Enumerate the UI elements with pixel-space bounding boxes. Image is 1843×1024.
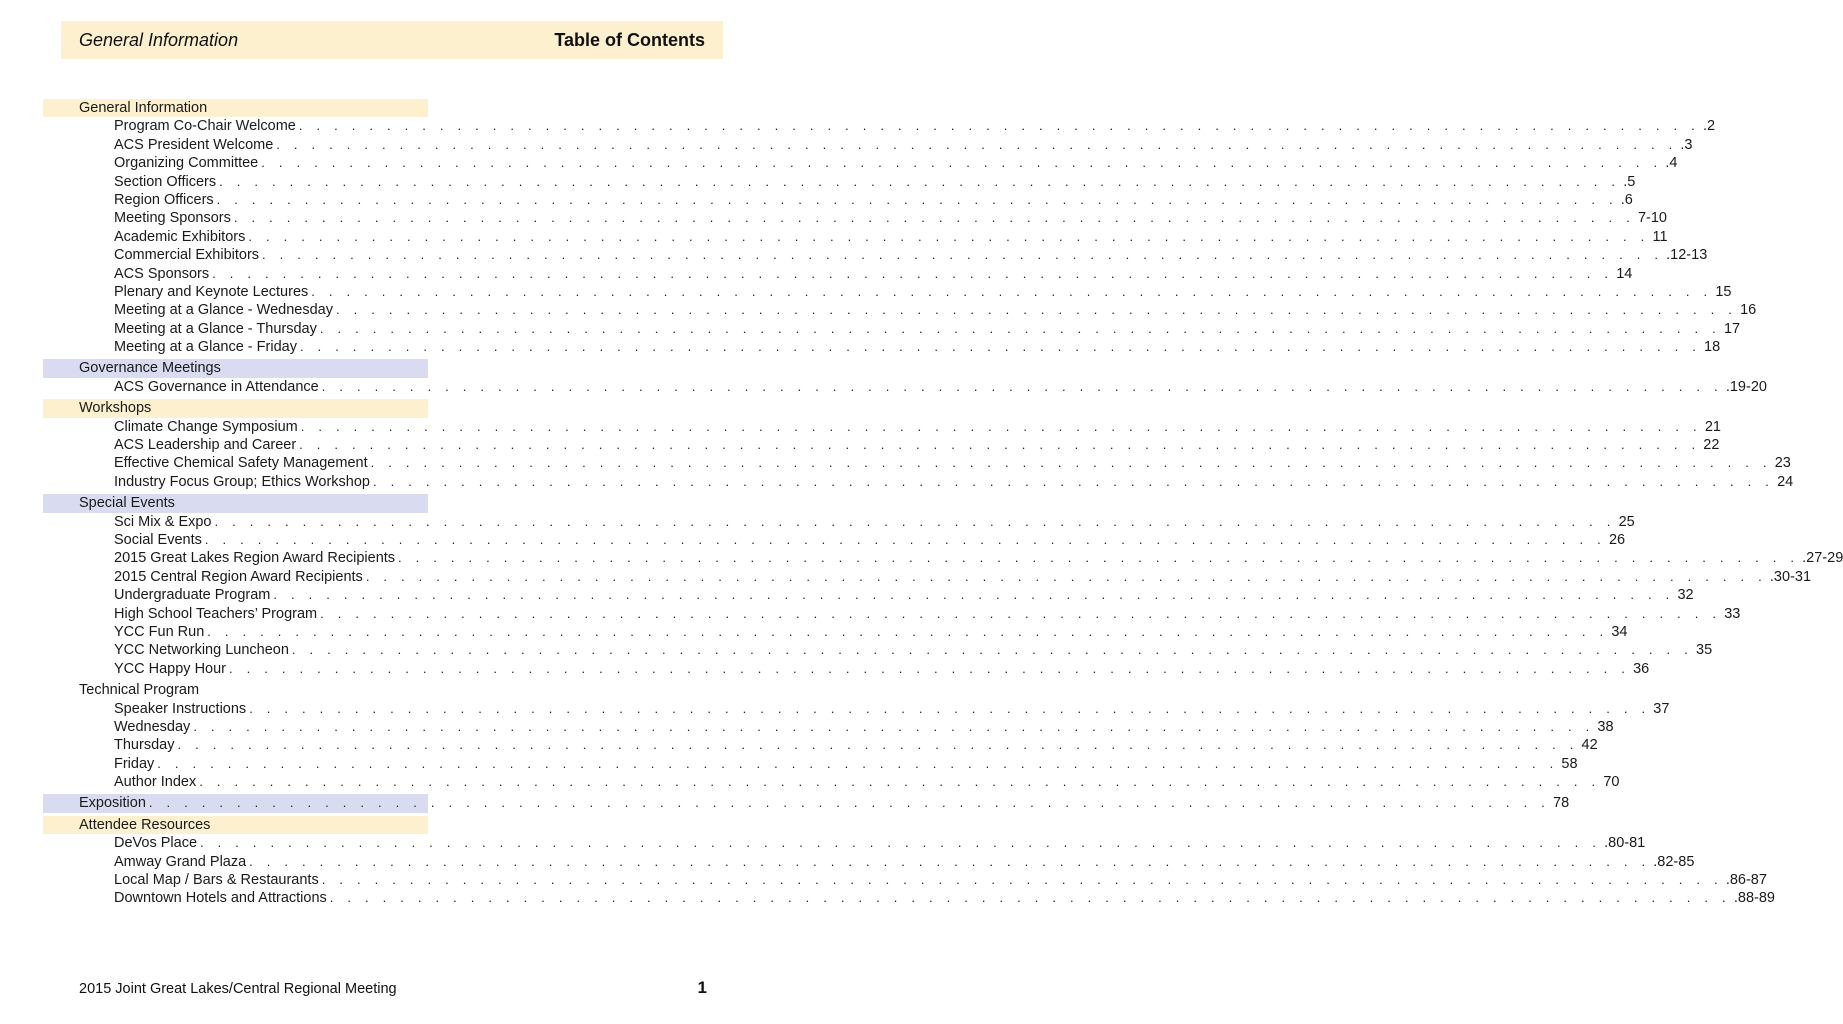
toc-row-content	[114, 623, 1628, 641]
toc-label: ACS Sponsors	[114, 265, 210, 282]
toc-page-number: .12-13	[1666, 247, 1708, 264]
dot-leader: . . . . . . . . . . . . . . . . . . . . . . . . . . . . . . . . . . . . . . . . . . . . . . . . . . . . . . . . . . . . . . . . . . . . . . . . . . . . . . . .	[299, 437, 1701, 453]
toc-row-content	[114, 549, 1843, 567]
toc-page-number: 21	[1704, 418, 1721, 435]
toc-label: Effective Chemical Safety Management	[114, 455, 368, 472]
toc-label: Section Officers	[114, 173, 217, 190]
header-section-title: General Information	[79, 29, 239, 50]
toc-row-content	[114, 136, 1693, 154]
toc-entry	[0, 700, 1670, 718]
toc-page-number: 58	[1561, 755, 1578, 772]
toc-row-content	[114, 736, 1598, 754]
toc-page-number: 26	[1608, 531, 1626, 548]
toc-label: Meeting at a Glance - Thursday	[114, 320, 317, 337]
dot-leader: . . . . . . . . . . . . . . . . . . . . . . . . . . . . . . . . . . . . . . . . . . . . . . . . . . . . . . . . . . . . . . . . . . . . . . . . . . . . . . . .	[148, 795, 1550, 811]
toc-label: 2015 Central Region Award Recipients	[114, 568, 363, 585]
toc-entry	[0, 418, 1721, 436]
dot-leader: . . . . . . . . . . . . . . . . . . . . . . . . . . . . . . . . . . . . . . . . . . . . . . . . . . . . . . . . . . . . . . . . . . . . . . . . . . . . . . . .	[319, 320, 1721, 336]
dot-leader: . . . . . . . . . . . . . . . . . . . . . . . . . . . . . . . . . . . . . . . . . . . . . . . . . . . . . . . . . . . . . . . . . . . . . . . . . . . . . . . .	[335, 302, 1738, 318]
toc-row-content	[114, 209, 1667, 227]
toc-row-content	[114, 755, 1578, 773]
toc-page-number: 7-10	[1637, 210, 1667, 227]
dot-leader: . . . . . . . . . . . . . . . . . . . . . . . . . . . . . . . . . . . . . . . . . . . . . . . . . . . . . . . . . . . . . . . . . . . . . . . . . . . . . . . .	[214, 513, 1616, 529]
toc-page-number: .30-31	[1769, 568, 1812, 585]
toc-section-heading	[0, 399, 768, 417]
toc-entry	[0, 889, 1775, 907]
dot-leader: . . . . . . . . . . . . . . . . . . . . . . . . . . . . . . . . . . . . . . . . . . . . . . . . . . . . . . . . . . . . . . . . . . . . . . . . . . . . . . . .	[321, 378, 1723, 394]
dot-leader: . . . . . . . . . . . . . . . . . . . . . . . . . . . . . . . . . . . . . . . . . . . . . . . . . . . . . . . . . . . . . . . . . . . . . . . . . . . . . . . .	[321, 872, 1723, 888]
toc-row-content	[114, 531, 1626, 549]
dot-leader: . . . . . . . . . . . . . . . . . . . . . . . . . . . . . . . . . . . . . . . . . . . . . . . . . . . . . . . . . . . . . . . . . . . . . . . . . . . . . . . .	[248, 228, 1650, 244]
toc-entry	[0, 871, 1767, 889]
toc-page-number: .3	[1680, 136, 1693, 153]
toc-row-content	[114, 871, 1767, 889]
dot-leader: . . . . . . . . . . . . . . . . . . . . . . . . . . . . . . . . . . . . . . . . . . . . . . . . . . . . . . . . . . . . . . . . . . . . . . . . . . . . . . . .	[373, 473, 1775, 489]
dot-leader: . . . . . . . . . . . . . . . . . . . . . . . . . . . . . . . . . . . . . . . . . . . . . . . . . . . . . . . . . . . . . . . . . . . . . . . . . . . . . . . .	[212, 265, 1614, 281]
toc-row-content	[114, 338, 1721, 356]
toc-label: Workshops	[79, 400, 152, 417]
dot-leader: . . . . . . . . . . . . . . . . . . . . . . . . . . . . . . . . . . . . . . . . . . . . . . . . . . . . . . . . . . . . . . . . . . . . . . . . . . . . . . . .	[299, 339, 1702, 355]
toc-entry	[0, 773, 1620, 791]
toc-section-heading	[0, 359, 768, 377]
toc-page-number: 25	[1618, 513, 1635, 530]
toc-page-number: 24	[1777, 473, 1794, 490]
dot-leader: . . . . . . . . . . . . . . . . . . . . . . . . . . . . . . . . . . . . . . . . . . . . . . . . . . . . . . . . . . . . . . . . . . . . . . . . . . . . . . . .	[320, 605, 1722, 621]
toc-section-heading	[0, 99, 768, 117]
toc-row-content	[79, 816, 707, 834]
toc-label: General Information	[79, 100, 208, 116]
toc-page-number: 42	[1581, 737, 1598, 754]
toc-page-number: 22	[1703, 437, 1720, 454]
toc-row-content	[114, 378, 1767, 396]
toc-page-number: 70	[1603, 774, 1620, 791]
dot-leader: . . . . . . . . . . . . . . . . . . . . . . . . . . . . . . . . . . . . . . . . . . . . . . . . . . . . . . . . . . . . . . . . . . . . . . . . . . . . . . . .	[261, 155, 1663, 171]
page-header	[61, 21, 723, 59]
toc-page-number: .82-85	[1653, 853, 1695, 870]
toc-entry	[0, 265, 1633, 283]
toc-row-content	[114, 117, 1716, 135]
table-of-contents	[0, 99, 1843, 908]
toc-row-content	[114, 641, 1713, 659]
toc-entry	[0, 117, 1716, 135]
toc-label: Attendee Resources	[79, 816, 211, 833]
toc-page-number: 15	[1715, 283, 1732, 300]
toc-row-content	[114, 418, 1721, 436]
dot-leader: . . . . . . . . . . . . . . . . . . . . . . . . . . . . . . . . . . . . . . . . . . . . . . . . . . . . . . . . . . . . . . . . . . . . . . . . . . . . . . . .	[200, 835, 1602, 851]
dot-leader: . . . . . . . . . . . . . . . . . . . . . . . . . . . . . . . . . . . . . . . . . . . . . . . . . . . . . . . . . . . . . . . . . . . . . . . . . . . . . . . .	[157, 755, 1559, 771]
toc-label: ACS Governance in Attendance	[114, 378, 319, 395]
toc-entry	[0, 283, 1732, 301]
toc-label: Wednesday	[114, 718, 191, 735]
toc-row-content	[79, 494, 707, 512]
toc-label: Plenary and Keynote Lectures	[114, 283, 309, 300]
toc-entry	[0, 209, 1667, 227]
toc-entry	[0, 246, 1708, 264]
dot-leader: . . . . . . . . . . . . . . . . . . . . . . . . . . . . . . . . . . . . . . . . . . . . . . . . . . . . . . . . . . . . . . . . . . . . . . . . . . . . . . . .	[193, 718, 1595, 734]
toc-page-number: .80-81	[1604, 835, 1646, 852]
toc-section-heading	[0, 494, 768, 512]
toc-label: 2015 Great Lakes Region Award Recipients	[114, 550, 396, 567]
toc-label: Commercial Exhibitors	[114, 247, 260, 264]
dot-leader: . . . . . . . . . . . . . . . . . . . . . . . . . . . . . . . . . . . . . . . . . . . . . . . . . . . . . . . . . . . . . . . . . . . . . . . . . . . . . . . .	[276, 136, 1678, 152]
dot-leader: . . . . . . . . . . . . . . . . . . . . . . . . . . . . . . . . . . . . . . . . . . . . . . . . . . . . . . . . . . . . . . . . . . . . . . . . . . . . . . . .	[207, 623, 1609, 639]
toc-row-content	[114, 436, 1720, 454]
toc-label: Author Index	[114, 774, 197, 791]
toc-page-number: .19-20	[1725, 378, 1767, 395]
toc-label: Meeting at a Glance - Wednesday	[114, 302, 333, 319]
toc-entry	[0, 853, 1695, 871]
toc-row-content	[114, 246, 1708, 264]
dot-leader: . . . . . . . . . . . . . . . . . . . . . . . . . . . . . . . . . . . . . . . . . . . . . . . . . . . . . . . . . . . . . . . . . . . . . . . . . . . . . . . .	[298, 118, 1700, 134]
toc-label: Downtown Hotels and Attractions	[114, 890, 327, 907]
toc-row-content	[114, 773, 1620, 791]
toc-entry	[0, 605, 1741, 623]
dot-leader: . . . . . . . . . . . . . . . . . . . . . . . . . . . . . . . . . . . . . . . . . . . . . . . . . . . . . . . . . . . . . . . . . . . . . . . . . . . . . . . .	[273, 587, 1675, 603]
dot-leader: . . . . . . . . . . . . . . . . . . . . . . . . . . . . . . . . . . . . . . . . . . . . . . . . . . . . . . . . . . . . . . . . . . . . . . . . . . . . . . . .	[262, 247, 1664, 263]
toc-entry	[0, 320, 1741, 338]
toc-label: Undergraduate Program	[114, 587, 271, 604]
toc-entry	[0, 834, 1646, 852]
header-page-title: Table of Contents	[554, 29, 705, 50]
toc-label: Industry Focus Group; Ethics Workshop	[114, 473, 371, 490]
toc-label: Region Officers	[114, 191, 214, 208]
toc-label: Meeting Sponsors	[114, 210, 231, 227]
toc-label: Meeting at a Glance - Friday	[114, 339, 297, 356]
toc-row-content	[79, 681, 707, 699]
toc-entry	[0, 736, 1598, 754]
toc-section-heading	[0, 794, 1570, 812]
dot-leader: . . . . . . . . . . . . . . . . . . . . . . . . . . . . . . . . . . . . . . . . . . . . . . . . . . . . . . . . . . . . . . . . . . . . . . . . . . . . . . . .	[219, 173, 1621, 189]
toc-label: Governance Meetings	[79, 360, 221, 377]
footer-meeting-title: 2015 Joint Great Lakes/Central Regional Meeting	[79, 981, 397, 997]
toc-label: Climate Change Symposium	[114, 418, 298, 435]
toc-row-content	[79, 794, 1570, 812]
toc-row-content	[114, 173, 1636, 191]
toc-row-content	[114, 265, 1633, 283]
toc-label: Academic Exhibitors	[114, 228, 246, 245]
toc-page-number: .2	[1702, 118, 1716, 135]
toc-row-content	[114, 889, 1775, 907]
toc-label: YCC Happy Hour	[114, 660, 227, 677]
dot-leader: . . . . . . . . . . . . . . . . . . . . . . . . . . . . . . . . . . . . . . . . . . . . . . . . . . . . . . . . . . . . . . . . . . . . . . . . . . . . . . . .	[370, 455, 1772, 471]
dot-leader: . . . . . . . . . . . . . . . . . . . . . . . . . . . . . . . . . . . . . . . . . . . . . . . . . . . . . . . . . . . . . . . . . . . . . . . . . . . . . . . .	[249, 700, 1651, 716]
toc-row-content	[114, 454, 1791, 472]
toc-row-content	[79, 359, 707, 377]
toc-page-number: .6	[1620, 191, 1633, 208]
toc-label: Amway Grand Plaza	[114, 853, 247, 870]
dot-leader: . . . . . . . . . . . . . . . . . . . . . . . . . . . . . . . . . . . . . . . . . . . . . . . . . . . . . . . . . . . . . . . . . . . . . . . . . . . . . . . .	[216, 191, 1618, 207]
toc-label: Exposition	[79, 795, 146, 812]
toc-entry	[0, 436, 1720, 454]
dot-leader: . . . . . . . . . . . . . . . . . . . . . . . . . . . . . . . . . . . . . . . . . . . . . . . . . . . . . . . . . . . . . . . . . . . . . . . . . . . . . . . .	[204, 531, 1606, 547]
toc-label: Speaker Instructions	[114, 700, 247, 717]
toc-page-number: 23	[1774, 455, 1791, 472]
toc-entry	[0, 568, 1812, 586]
toc-label: YCC Networking Luncheon	[114, 642, 289, 659]
toc-entry	[0, 454, 1791, 472]
dot-leader: . . . . . . . . . . . . . . . . . . . . . . . . . . . . . . . . . . . . . . . . . . . . . . . . . . . . . . . . . . . . . . . . . . . . . . . . . . . . . . . .	[398, 550, 1800, 566]
toc-row-content	[114, 473, 1794, 491]
toc-entry	[0, 549, 1843, 567]
toc-page-number: 78	[1553, 795, 1570, 812]
toc-label: Thursday	[114, 737, 175, 754]
toc-page-number: 17	[1723, 320, 1741, 337]
toc-page-number: 32	[1677, 587, 1694, 604]
toc-row-content	[114, 513, 1635, 531]
toc-label: Friday	[114, 755, 155, 772]
toc-entry	[0, 755, 1578, 773]
toc-row-content	[79, 99, 707, 117]
toc-entry	[0, 154, 1678, 172]
toc-label: Organizing Committee	[114, 155, 259, 172]
dot-leader: . . . . . . . . . . . . . . . . . . . . . . . . . . . . . . . . . . . . . . . . . . . . . . . . . . . . . . . . . . . . . . . . . . . . . . . . . . . . . . . .	[177, 737, 1579, 753]
toc-page-number: 37	[1653, 700, 1670, 717]
toc-label: Program Co-Chair Welcome	[114, 118, 296, 135]
dot-leader: . . . . . . . . . . . . . . . . . . . . . . . . . . . . . . . . . . . . . . . . . . . . . . . . . . . . . . . . . . . . . . . . . . . . . . . . . . . . . . . .	[233, 210, 1635, 226]
toc-row-content	[114, 700, 1670, 718]
toc-page-number: 18	[1704, 339, 1721, 356]
toc-row-content	[114, 718, 1614, 736]
toc-entry	[0, 173, 1636, 191]
toc-row-content	[114, 605, 1741, 623]
toc-section-heading	[0, 816, 768, 834]
toc-row-content	[114, 228, 1668, 246]
dot-leader: . . . . . . . . . . . . . . . . . . . . . . . . . . . . . . . . . . . . . . . . . . . . . . . . . . . . . . . . . . . . . . . . . . . . . . . . . . . . . . . .	[365, 568, 1767, 584]
toc-row-content	[114, 853, 1695, 871]
toc-label: ACS President Welcome	[114, 136, 274, 153]
toc-row-content	[114, 283, 1732, 301]
toc-row-content	[79, 399, 707, 417]
toc-page-number: .86-87	[1725, 872, 1767, 889]
toc-label: Technical Program	[79, 682, 200, 699]
toc-entry	[0, 378, 1767, 396]
toc-label: ACS Leadership and Career	[114, 437, 297, 454]
toc-page-number: 14	[1616, 265, 1633, 282]
toc-entry	[0, 338, 1721, 356]
toc-page-number: .88-89	[1733, 890, 1775, 907]
toc-page-number: 16	[1740, 302, 1757, 319]
toc-row-content	[114, 660, 1650, 678]
toc-entry	[0, 660, 1650, 678]
toc-row-content	[114, 320, 1741, 338]
toc-page-number: .5	[1623, 173, 1636, 190]
toc-entry	[0, 473, 1794, 491]
toc-label: DeVos Place	[114, 835, 198, 852]
toc-entry	[0, 228, 1668, 246]
toc-entry	[0, 718, 1614, 736]
toc-label: Sci Mix & Expo	[114, 513, 212, 530]
toc-row-content	[114, 191, 1633, 209]
toc-page-number: 36	[1633, 660, 1650, 677]
toc-label: Special Events	[79, 495, 175, 512]
toc-label: Local Map / Bars & Restaurants	[114, 872, 319, 889]
toc-row-content	[114, 154, 1678, 172]
dot-leader: . . . . . . . . . . . . . . . . . . . . . . . . . . . . . . . . . . . . . . . . . . . . . . . . . . . . . . . . . . . . . . . . . . . . . . . . . . . . . . . .	[291, 642, 1693, 658]
toc-entry	[0, 191, 1633, 209]
dot-leader: . . . . . . . . . . . . . . . . . . . . . . . . . . . . . . . . . . . . . . . . . . . . . . . . . . . . . . . . . . . . . . . . . . . . . . . . . . . . . . . .	[249, 853, 1651, 869]
toc-label: Social Events	[114, 531, 202, 548]
toc-entry	[0, 586, 1694, 604]
dot-leader: . . . . . . . . . . . . . . . . . . . . . . . . . . . . . . . . . . . . . . . . . . . . . . . . . . . . . . . . . . . . . . . . . . . . . . . . . . . . . . . .	[329, 890, 1731, 906]
page-footer	[79, 978, 707, 998]
toc-row-content	[114, 568, 1812, 586]
toc-entry	[0, 623, 1628, 641]
dot-leader: . . . . . . . . . . . . . . . . . . . . . . . . . . . . . . . . . . . . . . . . . . . . . . . . . . . . . . . . . . . . . . . . . . . . . . . . . . . . . . . .	[311, 283, 1713, 299]
dot-leader: . . . . . . . . . . . . . . . . . . . . . . . . . . . . . . . . . . . . . . . . . . . . . . . . . . . . . . . . . . . . . . . . . . . . . . . . . . . . . . . .	[229, 660, 1631, 676]
toc-section-heading	[0, 681, 768, 699]
toc-label: YCC Fun Run	[114, 623, 205, 640]
toc-entry	[0, 531, 1626, 549]
toc-entry	[0, 301, 1757, 319]
toc-entry	[0, 641, 1713, 659]
toc-row-content	[114, 834, 1646, 852]
toc-page-number: .4	[1665, 155, 1678, 172]
toc-page-number: 34	[1611, 623, 1628, 640]
toc-label: High School Teachers’ Program	[114, 605, 318, 622]
toc-page-number: 35	[1696, 642, 1713, 659]
toc-entry	[0, 136, 1693, 154]
toc-page-number: .27-29	[1802, 550, 1843, 567]
toc-row-content	[114, 301, 1757, 319]
toc-page-number: 11	[1652, 228, 1668, 245]
toc-entry	[0, 513, 1635, 531]
footer-page-number: 1	[697, 978, 707, 997]
dot-leader: . . . . . . . . . . . . . . . . . . . . . . . . . . . . . . . . . . . . . . . . . . . . . . . . . . . . . . . . . . . . . . . . . . . . . . . . . . . . . . . .	[199, 774, 1601, 790]
toc-page-number: 38	[1597, 718, 1614, 735]
toc-row-content	[114, 586, 1694, 604]
dot-leader: . . . . . . . . . . . . . . . . . . . . . . . . . . . . . . . . . . . . . . . . . . . . . . . . . . . . . . . . . . . . . . . . . . . . . . . . . . . . . . . .	[300, 418, 1702, 434]
toc-page-number: 33	[1724, 605, 1741, 622]
